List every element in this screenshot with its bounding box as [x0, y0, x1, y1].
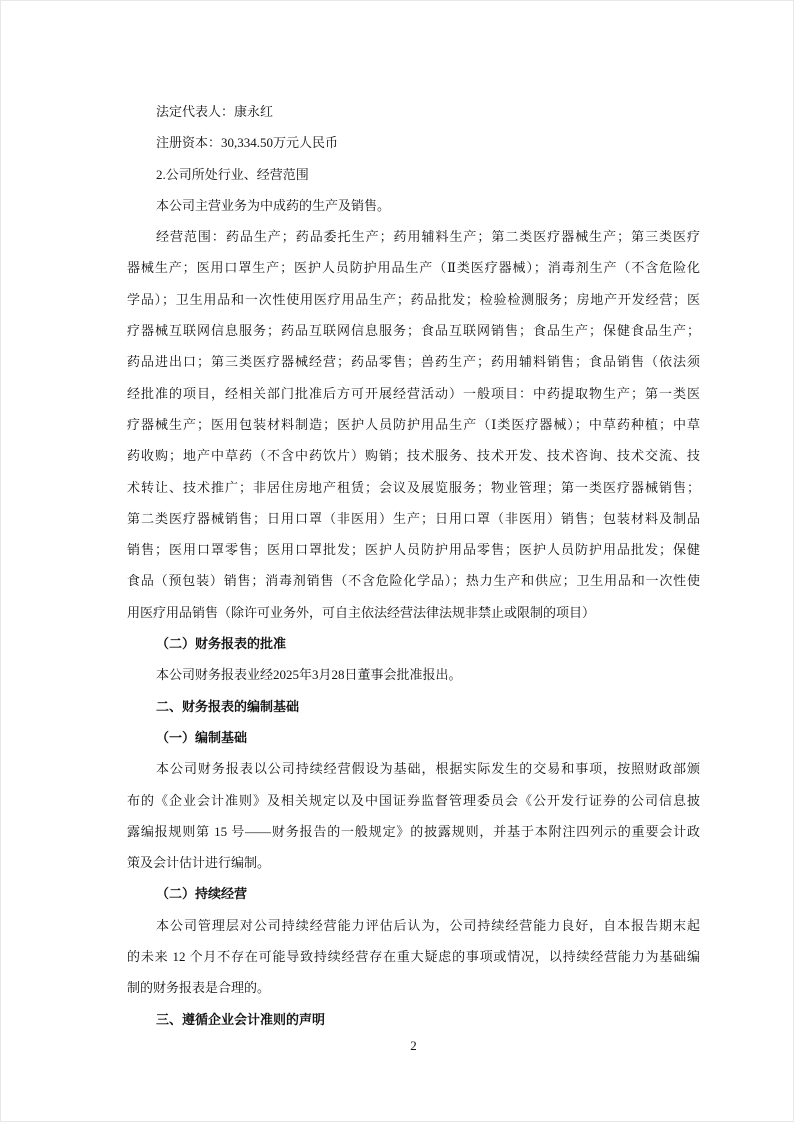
- text-line: 本公司财务报表以公司持续经营假设为基础，根据实际发生的交易和事项，按照财政部颁: [156, 761, 700, 777]
- text-line: 的未来 12 个月不存在可能导致持续经营存在重大疑虑的事项或情况，以持续经营能力为基础编: [127, 949, 700, 965]
- text-line: 经营范围：药品生产；药品委托生产；药用辅料生产；第二类医疗器械生产；第三类医疗: [156, 229, 700, 245]
- text-line: 器械生产；医用口罩生产；医护人员防护用品生产（Ⅱ类医疗器械）；消毒剂生产（不含危险化: [127, 260, 700, 276]
- text-line: 食品（预包装）销售；消毒剂销售（不含危险化学品）；热力生产和供应；卫生用品和一次性使: [127, 573, 700, 589]
- text-line: 2.公司所处行业、经营范围: [156, 166, 309, 182]
- text-line: 疗器械生产；医用包装材料制造；医护人员防护用品生产（Ⅰ类医疗器械）；中草药种植；中草: [127, 416, 700, 432]
- heading-line: （一）编制基础: [156, 729, 248, 745]
- text-line: 用医疗用品销售（除许可业务外，可自主依法经营法律法规非禁止或限制的项目）: [127, 604, 596, 620]
- text-line: 销售；医用口罩零售；医用口罩批发；医护人员防护用品零售；医护人员防护用品批发；保健: [127, 542, 700, 558]
- text-line: 策及会计估计进行编制。: [127, 855, 271, 871]
- text-line: 药收购；地产中草药（不含中药饮片）购销；技术服务、技术开发、技术咨询、技术交流、技: [127, 448, 700, 464]
- text-line: 制的财务报表是合理的。: [127, 980, 271, 996]
- text-line: 本公司财务报表业经2025年3月28日董事会批准报出。: [156, 667, 462, 683]
- text-line: 第二类医疗器械销售；日用口罩（非医用）生产；日用口罩（非医用）销售；包装材料及制品: [127, 510, 700, 526]
- heading-line: （二）财务报表的批准: [156, 636, 287, 652]
- document-body: [127, 96, 700, 1035]
- heading-line: （二）持续经营: [156, 886, 248, 902]
- text-line: 露编报规则第 15 号——财务报告的一般规定》的披露规则，并基于本附注四列示的重要会计政: [127, 823, 700, 839]
- text-line: 本公司管理层对公司持续经营能力评估后认为，公司持续经营能力良好，自本报告期末起: [156, 917, 700, 933]
- text-line: 法定代表人：康永红: [156, 104, 274, 119]
- text-line: 疗器械互联网信息服务；药品互联网信息服务；食品互联网销售；食品生产；保健食品生产；: [127, 323, 700, 339]
- text-line: 布的《企业会计准则》及相关规定以及中国证券监督管理委员会《公开发行证券的公司信息披: [127, 792, 700, 808]
- heading-line: 二、财务报表的编制基础: [156, 698, 300, 714]
- text-line: 术转让、技术推广；非居住房地产租赁；会议及展览服务；物业管理；第一类医疗器械销售；: [127, 479, 700, 495]
- text-line: 经批准的项目，经相关部门批准后方可开展经营活动）一般项目：中药提取物生产；第一类医: [127, 385, 700, 401]
- page-number: 2: [410, 1038, 417, 1053]
- text-line: 药品进出口；第三类医疗器械经营；药品零售；兽药生产；药用辅料销售；食品销售（依法须: [127, 354, 700, 370]
- text-line: 注册资本：30,334.50万元人民币: [156, 135, 339, 151]
- text-line: 学品）；卫生用品和一次性使用医疗用品生产；药品批发；检验检测服务；房地产开发经营；医: [127, 291, 700, 307]
- heading-line: 三、遵循企业会计准则的声明: [156, 1011, 326, 1027]
- text-line: 本公司主营业务为中成药的生产及销售。: [156, 197, 391, 213]
